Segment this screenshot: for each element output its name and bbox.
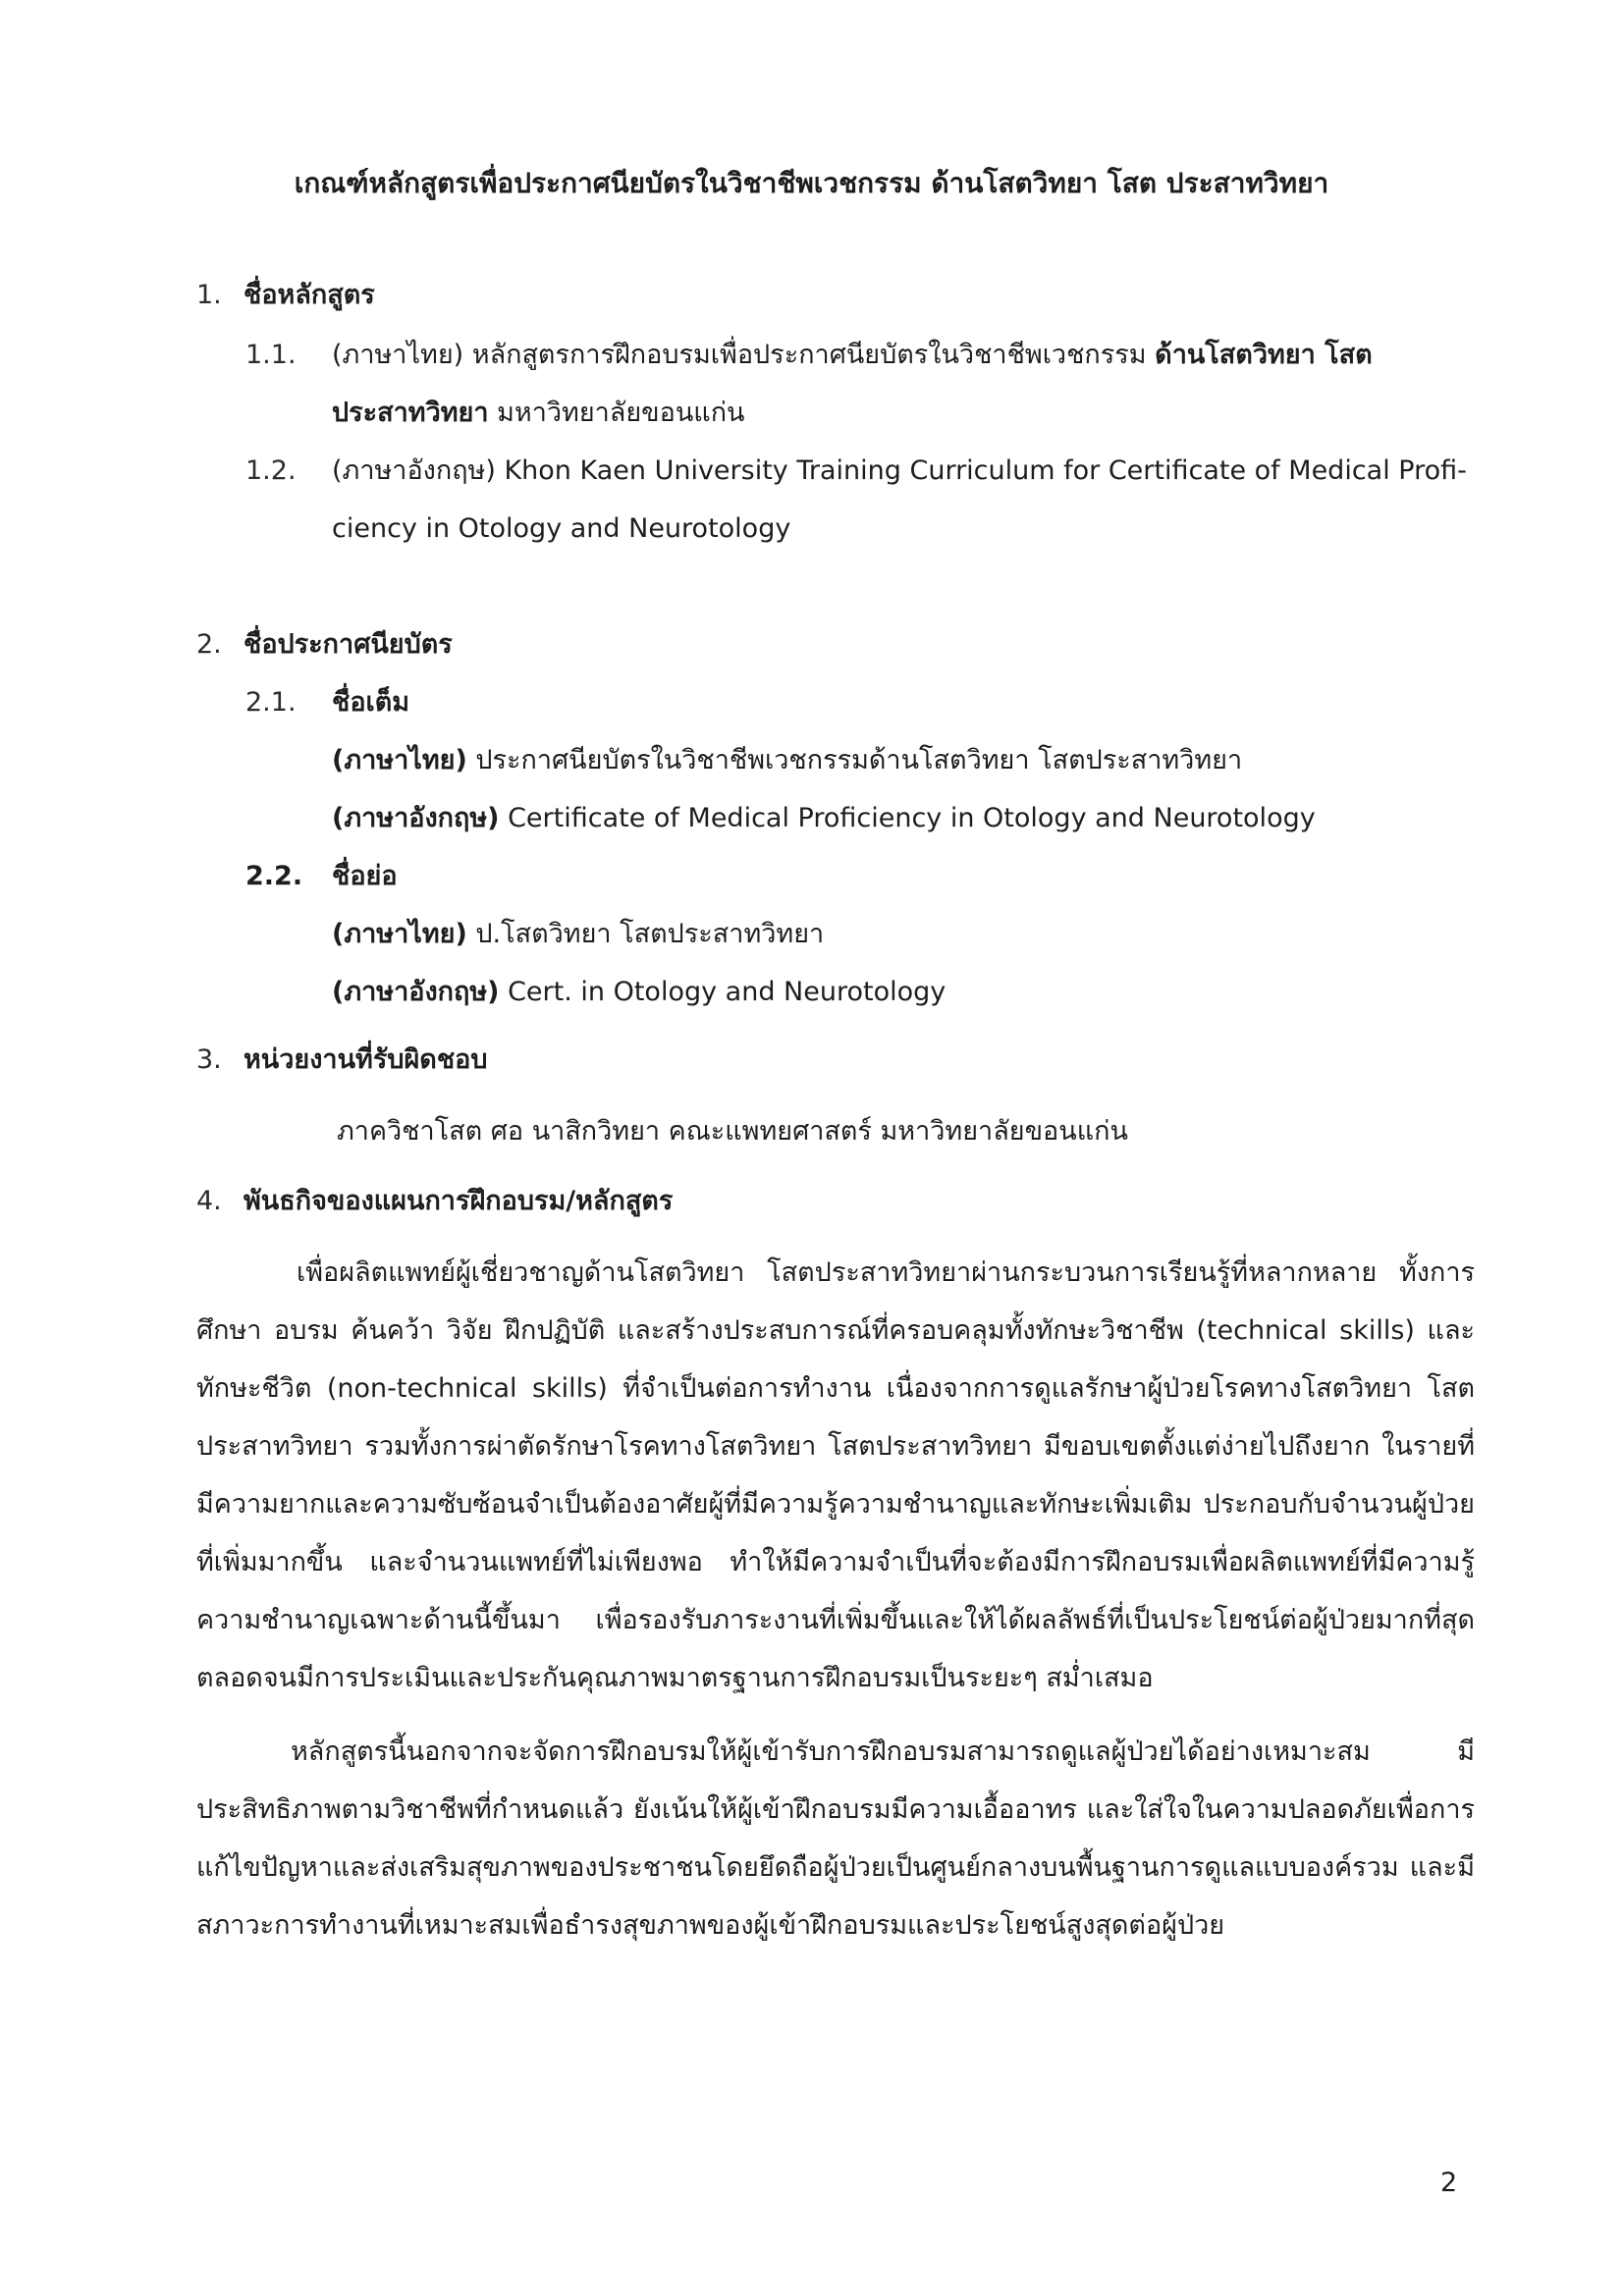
item-1-1-line1 (332, 336, 1373, 375)
section-4-number: 4. (196, 1186, 222, 1216)
item-2-2-number: 2.2. (245, 861, 303, 891)
section-2-number: 2. (196, 629, 222, 660)
value-thai: ประกาศนียบัตรในวิชาชีพเวชกรรมด้านโสตวิทยา โสตประสาทวิทยา (466, 745, 1243, 775)
label-english: (ภาษาอังกฤษ) (332, 977, 500, 1007)
item-1-2-line1: (ภาษาอังกฤษ) Khon Kaen University Training Curriculum for Certificate of Medical Profi- (332, 455, 1467, 486)
section-1-heading: ชื่อหลักสูตร (243, 280, 375, 310)
value-english: Certificate of Medical Proficiency in Otology and Neurotology (499, 803, 1316, 833)
item-1-1-bold-2: ประสาทวิทยา (332, 398, 489, 428)
section-3-number: 3. (196, 1044, 222, 1075)
section-3-text: ภาควิชาโสต ศอ นาสิกวิทยา คณะแพทยศาสตร์ มหาวิทยาลัยขอนแก่น (337, 1116, 1128, 1147)
item-1-1-rest: มหาวิทยาลัยขอนแก่น (488, 398, 745, 428)
value-thai: ป.โสตวิทยา โสตประสาทวิทยา (466, 919, 825, 949)
item-2-1-heading: ชื่อเต็ม (332, 687, 410, 718)
mission-paragraph-2: หลักสูตรนี้นอกจากจะจัดการฝึกอบรมให้ผู้เข้ารับการฝึกอบรมสามารถดูแลผู้ป่วยได้อย่างเหมาะสม มีประสิทธิภาพตามวิชาชีพที่กำหนดแล้ว ยังเน้นให้ผู้เข้าฝึกอบรมมีความเอื้ออาทร และใส่ใจในความปลอดภัยเพื่อการแก้ไขปัญหาและส่งเสริมสุขภาพของประชาชนโดยยึดถือผู้ป่วยเป็นศูนย์กลางบนพื้นฐานการดูแลแบบองค์รวม และมีสภาวะการทำงานที่เหมาะสมเพื่อธำรงสุขภาพของผู้เข้าฝึกอบรมและประโยชน์สูงสุดต่อผู้ป่วย (196, 1736, 1475, 1941)
item-1-1-bold: ด้านโสตวิทยา โสต (1155, 340, 1373, 370)
item-1-1-number: 1.1. (245, 340, 297, 370)
value-english: Cert. in Otology and Neurotology (499, 977, 947, 1007)
item-2-1-english (332, 799, 1316, 838)
item-2-2-heading: ชื่อย่อ (332, 861, 398, 891)
mission-paragraph-1: เพื่อผลิตแพทย์ผู้เชี่ยวชาญด้านโสตวิทยา โสตประสาทวิทยาผ่านกระบวนการเรียนรู้ที่หลากหลาย ทั้งการศึกษา อบรม ค้นคว้า วิจัย ฝึกปฏิบัติ และสร้างประสบการณ์ที่ครอบคลุมทั้งทักษะวิชาชีพ (technical skills) และทักษะชีวิต (non-technical skills) ที่จำเป็นต่อการทำงาน เนื่องจากการดูแลรักษาผู้ป่วยโรคทางโสตวิทยา โสตประสาทวิทยา รวมทั้งการผ่าตัดรักษาโรคทางโสตวิทยา โสตประสาทวิทยา มีขอบเขตตั้งแต่ง่ายไปถึงยาก ในรายที่มีความยากและความซับซ้อนจำเป็นต้องอาศัยผู้ที่มีความรู้ความชำนาญและทักษะเพิ่มเติม ประกอบกับจำนวนผู้ป่วยที่เพิ่มมากขึ้น และจำนวนแพทย์ที่ไม่เพียงพอ ทำให้มีความจำเป็นที่จะต้องมีการฝึกอบรมเพื่อผลิตแพทย์ที่มีความรู้ความชำนาญเฉพาะด้านนี้ขึ้นมา เพื่อรองรับภาระงานที่เพิ่มขึ้นและให้ได้ผลลัพธ์ที่เป็นประโยชน์ต่อผู้ป่วยมากที่สุด ตลอดจนมีการประเมินและประกันคุณภาพมาตรฐานการฝึกอบรมเป็นระยะๆ สม่ำเสมอ (196, 1257, 1475, 1693)
item-2-1-thai (332, 741, 1242, 780)
section-1-number: 1. (196, 280, 222, 310)
item-2-1-number: 2.1. (245, 687, 297, 718)
label-thai: (ภาษาไทย) (332, 745, 467, 775)
item-2-2-english (332, 973, 946, 1012)
section-2-heading: ชื่อประกาศนียบัตร (243, 629, 453, 660)
item-1-1-prefix: (ภาษาไทย) หลักสูตรการฝึกอบรมเพื่อประกาศนียบัตรในวิชาชีพเวชกรรม (332, 340, 1156, 370)
page-number: 2 (1440, 2167, 1458, 2198)
item-2-2-thai (332, 915, 824, 954)
item-1-2-number: 1.2. (245, 455, 297, 486)
page-title: เกณฑ์หลักสูตรเพื่อประกาศนียบัตรในวิชาชีพเวชกรรม ด้านโสตวิทยา โสต ประสาทวิทยา (294, 167, 1329, 199)
item-1-1-line2 (332, 394, 745, 433)
section-3-heading: หน่วยงานที่รับผิดชอบ (243, 1044, 488, 1075)
item-1-2-line2: ciency in Otology and Neurotology (332, 513, 791, 544)
label-thai: (ภาษาไทย) (332, 919, 467, 949)
label-english: (ภาษาอังกฤษ) (332, 803, 500, 833)
section-4-heading: พันธกิจของแผนการฝึกอบรม/หลักสูตร (243, 1186, 674, 1216)
